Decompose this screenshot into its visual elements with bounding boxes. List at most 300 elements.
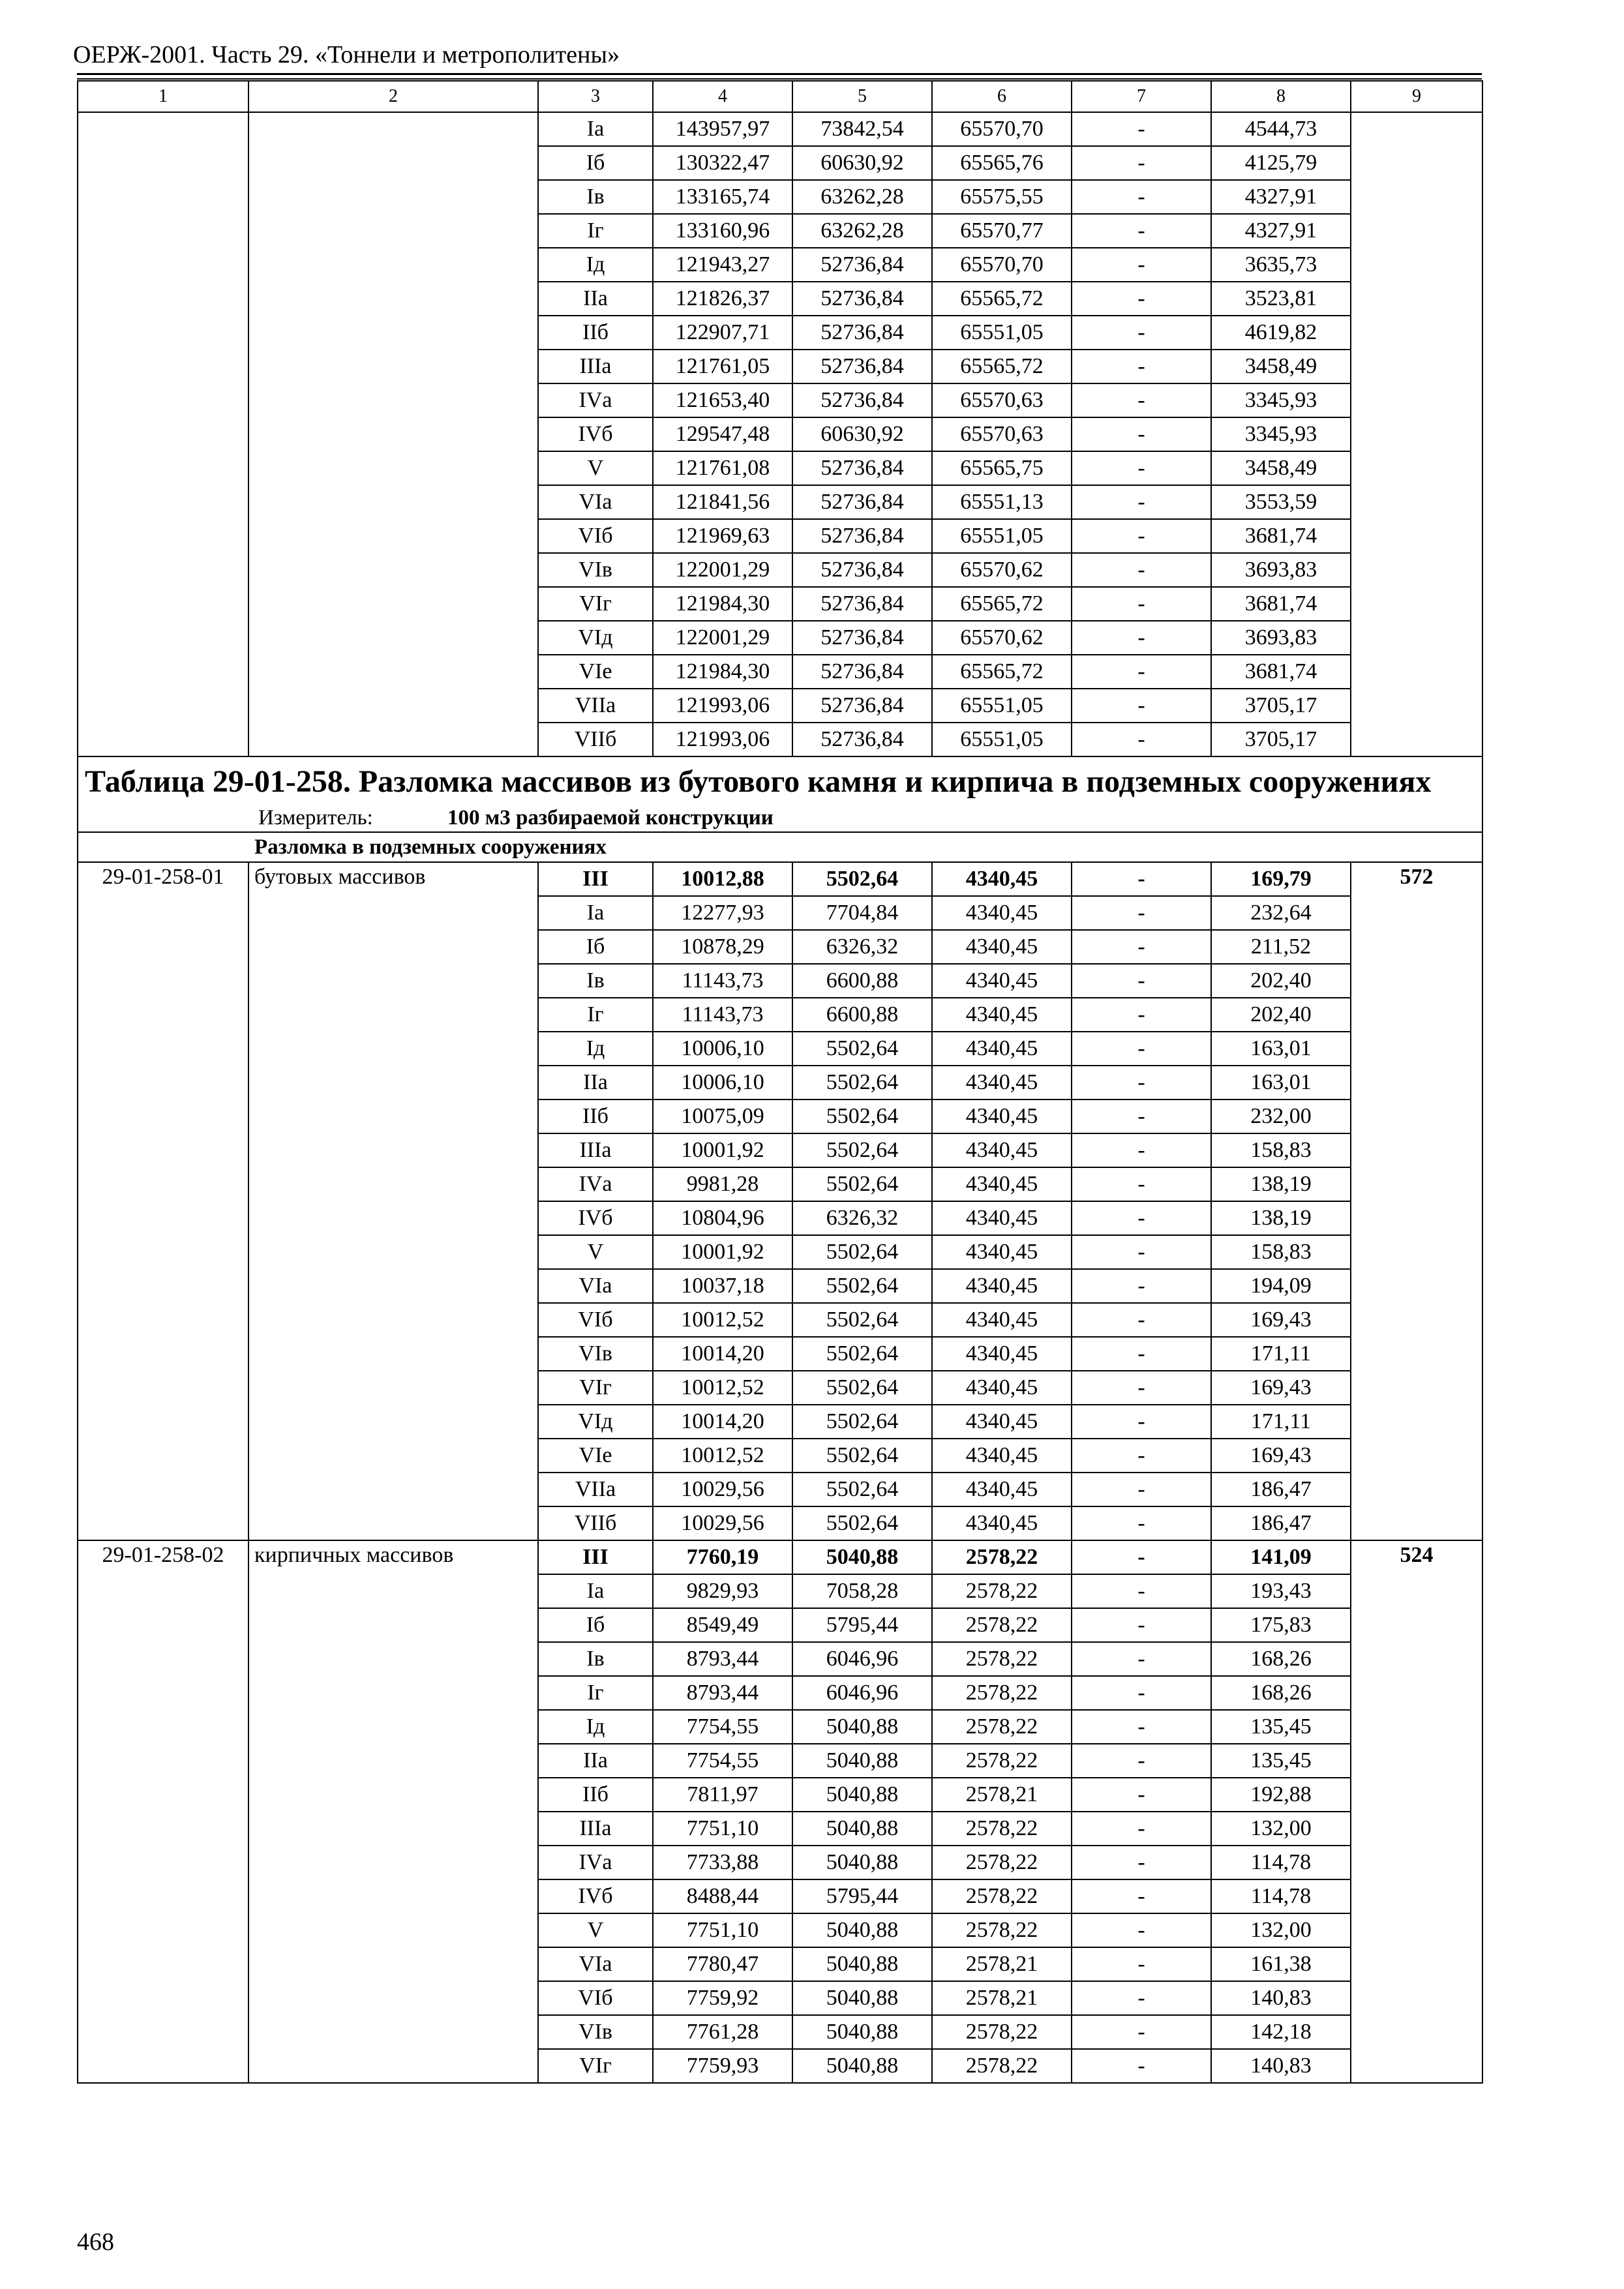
name-cell <box>248 214 538 248</box>
value-cell: 121826,37 <box>653 282 792 316</box>
value-cell: 4340,45 <box>932 896 1072 930</box>
name-cell <box>248 723 538 756</box>
value-cell: 186,47 <box>1211 1506 1351 1540</box>
value-cell: 121969,63 <box>653 519 792 553</box>
value-cell: 10006,10 <box>653 1066 792 1100</box>
value-cell: 4340,45 <box>932 1066 1072 1100</box>
value-cell: VIг <box>538 2049 653 2083</box>
value-cell: IVб <box>538 1879 653 1913</box>
value-cell: 163,01 <box>1211 1032 1351 1066</box>
code-cell <box>78 350 248 383</box>
name-cell <box>248 248 538 282</box>
running-title: ОЕРЖ-2001. Часть 29. «Тоннели и метрополитены» <box>73 41 620 68</box>
value-cell: 4340,45 <box>932 1235 1072 1269</box>
item-code: 29-01-258-02 <box>78 1540 248 2083</box>
value-cell: 202,40 <box>1211 998 1351 1032</box>
value-cell: 202,40 <box>1211 964 1351 998</box>
value-cell: - <box>1072 1032 1211 1066</box>
value-cell: 141,09 <box>1211 1540 1351 1574</box>
value-cell: 135,45 <box>1211 1710 1351 1744</box>
value-cell: 169,79 <box>1211 862 1351 896</box>
value-cell: - <box>1072 485 1211 519</box>
value-cell: 121761,08 <box>653 451 792 485</box>
value-cell: - <box>1072 1879 1211 1913</box>
value-cell: 7754,55 <box>653 1710 792 1744</box>
value-cell: - <box>1072 862 1211 896</box>
section-row <box>78 832 1482 862</box>
table-row <box>78 655 1482 689</box>
code-cell <box>78 146 248 180</box>
code-cell <box>78 451 248 485</box>
value-cell: 7760,19 <box>653 1540 792 1574</box>
value-cell: 5502,64 <box>792 862 932 896</box>
value-cell: - <box>1072 1405 1211 1439</box>
value-cell: - <box>1072 655 1211 689</box>
value-cell: 114,78 <box>1211 1846 1351 1879</box>
value-cell: 121841,56 <box>653 485 792 519</box>
value-cell: - <box>1072 930 1211 964</box>
value-cell: - <box>1072 1473 1211 1506</box>
value-cell: III <box>538 862 653 896</box>
value-cell: 194,09 <box>1211 1269 1351 1303</box>
col9-cell <box>1351 689 1482 723</box>
value-cell: VIIб <box>538 723 653 756</box>
code-cell <box>78 214 248 248</box>
value-cell: 65551,05 <box>932 316 1072 350</box>
value-cell: 5502,64 <box>792 1100 932 1133</box>
value-cell: 5502,64 <box>792 1405 932 1439</box>
value-cell: 10014,20 <box>653 1405 792 1439</box>
value-cell: - <box>1072 964 1211 998</box>
code-cell <box>78 316 248 350</box>
value-cell: IVб <box>538 417 653 451</box>
header-rule <box>77 73 1482 75</box>
value-cell: 2578,22 <box>932 1540 1072 1574</box>
value-cell: - <box>1072 451 1211 485</box>
item-col9: 572 <box>1351 862 1482 1540</box>
code-cell <box>78 689 248 723</box>
value-cell: - <box>1072 896 1211 930</box>
value-cell: 52736,84 <box>792 621 932 655</box>
value-cell: 7811,97 <box>653 1778 792 1812</box>
value-cell: 7754,55 <box>653 1744 792 1778</box>
value-cell: 5502,64 <box>792 1167 932 1201</box>
value-cell: VIв <box>538 553 653 587</box>
table-row <box>78 350 1482 383</box>
name-cell <box>248 282 538 316</box>
value-cell: 10029,56 <box>653 1506 792 1540</box>
value-cell: 133160,96 <box>653 214 792 248</box>
code-cell <box>78 282 248 316</box>
value-cell: VIIб <box>538 1506 653 1540</box>
value-cell: IIа <box>538 1744 653 1778</box>
value-cell: Iд <box>538 1710 653 1744</box>
value-cell: 4340,45 <box>932 1337 1072 1371</box>
value-cell: 4340,45 <box>932 1303 1072 1337</box>
code-cell <box>78 383 248 417</box>
value-cell: 4340,45 <box>932 1506 1072 1540</box>
value-cell: 52736,84 <box>792 519 932 553</box>
value-cell: 121984,30 <box>653 655 792 689</box>
value-cell: 4340,45 <box>932 1133 1072 1167</box>
value-cell: - <box>1072 1846 1211 1879</box>
value-cell: 192,88 <box>1211 1778 1351 1812</box>
name-cell <box>248 180 538 214</box>
column-number: 3 <box>538 81 653 112</box>
table-row <box>78 248 1482 282</box>
table-row <box>78 451 1482 485</box>
table-row <box>78 485 1482 519</box>
table-row <box>78 146 1482 180</box>
value-cell: 2578,21 <box>932 1981 1072 2015</box>
value-cell: Iг <box>538 214 653 248</box>
value-cell: - <box>1072 998 1211 1032</box>
value-cell: 10012,52 <box>653 1303 792 1337</box>
value-cell: 7759,93 <box>653 2049 792 2083</box>
value-cell: 2578,22 <box>932 1846 1072 1879</box>
col9-cell <box>1351 621 1482 655</box>
name-cell <box>248 655 538 689</box>
value-cell: 3705,17 <box>1211 723 1351 756</box>
value-cell: Iг <box>538 1676 653 1710</box>
table-row <box>78 112 1482 146</box>
value-cell: 65570,77 <box>932 214 1072 248</box>
value-cell: 2578,22 <box>932 1913 1072 1947</box>
value-cell: 6326,32 <box>792 1201 932 1235</box>
value-cell: 65570,63 <box>932 383 1072 417</box>
value-cell: 65575,55 <box>932 180 1072 214</box>
value-cell: 65551,05 <box>932 519 1072 553</box>
value-cell: - <box>1072 1676 1211 1710</box>
value-cell: 186,47 <box>1211 1473 1351 1506</box>
value-cell: 65565,76 <box>932 146 1072 180</box>
value-cell: 3458,49 <box>1211 350 1351 383</box>
value-cell: 5040,88 <box>792 1540 932 1574</box>
table-row <box>78 1540 1482 1574</box>
value-cell: 114,78 <box>1211 1879 1351 1913</box>
name-cell <box>248 519 538 553</box>
value-cell: 4340,45 <box>932 1439 1072 1473</box>
value-cell: 2578,22 <box>932 1710 1072 1744</box>
value-cell: 4340,45 <box>932 1167 1072 1201</box>
value-cell: 52736,84 <box>792 451 932 485</box>
value-cell: 5502,64 <box>792 1269 932 1303</box>
value-cell: 3693,83 <box>1211 553 1351 587</box>
name-cell <box>248 553 538 587</box>
value-cell: V <box>538 1913 653 1947</box>
value-cell: Iб <box>538 146 653 180</box>
value-cell: 158,83 <box>1211 1235 1351 1269</box>
value-cell: - <box>1072 248 1211 282</box>
col9-cell <box>1351 553 1482 587</box>
name-cell <box>248 383 538 417</box>
value-cell: 121943,27 <box>653 248 792 282</box>
value-cell: III <box>538 1540 653 1574</box>
value-cell: 5040,88 <box>792 2049 932 2083</box>
value-cell: VIб <box>538 519 653 553</box>
value-cell: 4327,91 <box>1211 214 1351 248</box>
value-cell: - <box>1072 1981 1211 2015</box>
value-cell: IIб <box>538 1100 653 1133</box>
col9-cell <box>1351 451 1482 485</box>
value-cell: 5040,88 <box>792 1846 932 1879</box>
value-cell: 4340,45 <box>932 1405 1072 1439</box>
table-row <box>78 417 1482 451</box>
value-cell: - <box>1072 1744 1211 1778</box>
name-cell <box>248 112 538 146</box>
value-cell: 4340,45 <box>932 1269 1072 1303</box>
value-cell: 4340,45 <box>932 1100 1072 1133</box>
value-cell: - <box>1072 1066 1211 1100</box>
name-cell <box>248 587 538 621</box>
col9-cell <box>1351 350 1482 383</box>
value-cell: 3345,93 <box>1211 417 1351 451</box>
value-cell: 5502,64 <box>792 1506 932 1540</box>
value-cell: 132,00 <box>1211 1913 1351 1947</box>
value-cell: V <box>538 1235 653 1269</box>
column-number: 7 <box>1072 81 1211 112</box>
value-cell: 52736,84 <box>792 655 932 689</box>
value-cell: IVа <box>538 383 653 417</box>
name-cell <box>248 417 538 451</box>
code-cell <box>78 248 248 282</box>
value-cell: 169,43 <box>1211 1303 1351 1337</box>
rates-table <box>77 80 1483 2084</box>
value-cell: 52736,84 <box>792 248 932 282</box>
value-cell: 4340,45 <box>932 862 1072 896</box>
value-cell: 6046,96 <box>792 1642 932 1676</box>
code-cell <box>78 519 248 553</box>
value-cell: - <box>1072 1337 1211 1371</box>
value-cell: 5502,64 <box>792 1439 932 1473</box>
value-cell: 6600,88 <box>792 998 932 1032</box>
value-cell: VIIа <box>538 1473 653 1506</box>
value-cell: 8793,44 <box>653 1676 792 1710</box>
value-cell: 135,45 <box>1211 1744 1351 1778</box>
value-cell: 4340,45 <box>932 1371 1072 1405</box>
value-cell: 10037,18 <box>653 1269 792 1303</box>
value-cell: 5502,64 <box>792 1303 932 1337</box>
value-cell: 65565,72 <box>932 350 1072 383</box>
value-cell: 2578,21 <box>932 1947 1072 1981</box>
value-cell: - <box>1072 1303 1211 1337</box>
value-cell: 10075,09 <box>653 1100 792 1133</box>
value-cell: 9981,28 <box>653 1167 792 1201</box>
value-cell: Iг <box>538 998 653 1032</box>
value-cell: - <box>1072 553 1211 587</box>
measure-cell <box>78 804 1482 832</box>
value-cell: 7761,28 <box>653 2015 792 2049</box>
value-cell: 2578,22 <box>932 1744 1072 1778</box>
value-cell: - <box>1072 1642 1211 1676</box>
column-number: 2 <box>248 81 538 112</box>
item-name: бутовых массивов <box>248 862 538 1540</box>
value-cell: 52736,84 <box>792 350 932 383</box>
value-cell: 3345,93 <box>1211 383 1351 417</box>
value-cell: 130322,47 <box>653 146 792 180</box>
code-cell <box>78 553 248 587</box>
header-rule-thin <box>77 78 1482 80</box>
value-cell: 3635,73 <box>1211 248 1351 282</box>
value-cell: 5040,88 <box>792 1947 932 1981</box>
value-cell: VIб <box>538 1303 653 1337</box>
value-cell: 10804,96 <box>653 1201 792 1235</box>
value-cell: Iв <box>538 180 653 214</box>
value-cell: IIIа <box>538 1133 653 1167</box>
col9-cell <box>1351 112 1482 146</box>
value-cell: - <box>1072 1608 1211 1642</box>
value-cell: 6326,32 <box>792 930 932 964</box>
col9-cell <box>1351 655 1482 689</box>
value-cell: 5795,44 <box>792 1608 932 1642</box>
value-cell: 2578,22 <box>932 1812 1072 1846</box>
value-cell: 10012,88 <box>653 862 792 896</box>
value-cell: 5040,88 <box>792 1710 932 1744</box>
value-cell: 169,43 <box>1211 1439 1351 1473</box>
value-cell: 52736,84 <box>792 383 932 417</box>
value-cell: 65565,72 <box>932 655 1072 689</box>
value-cell: IVа <box>538 1846 653 1879</box>
value-cell: 5502,64 <box>792 1133 932 1167</box>
col9-cell <box>1351 214 1482 248</box>
value-cell: 65570,62 <box>932 553 1072 587</box>
value-cell: 4544,73 <box>1211 112 1351 146</box>
value-cell: 142,18 <box>1211 2015 1351 2049</box>
value-cell: 65570,62 <box>932 621 1072 655</box>
value-cell: 7780,47 <box>653 1947 792 1981</box>
value-cell: 11143,73 <box>653 998 792 1032</box>
value-cell: 122907,71 <box>653 316 792 350</box>
value-cell: - <box>1072 2049 1211 2083</box>
value-cell: 121761,05 <box>653 350 792 383</box>
value-cell: 65570,70 <box>932 248 1072 282</box>
item-code: 29-01-258-01 <box>78 862 248 1540</box>
value-cell: - <box>1072 1506 1211 1540</box>
column-number: 5 <box>792 81 932 112</box>
value-cell: Iа <box>538 896 653 930</box>
value-cell: 2578,22 <box>932 2015 1072 2049</box>
col9-cell <box>1351 723 1482 756</box>
table-title: Таблица 29-01-258. Разломка массивов из бутового камня и кирпича в подземных сооружениях <box>78 756 1482 804</box>
value-cell: 158,83 <box>1211 1133 1351 1167</box>
value-cell: 4125,79 <box>1211 146 1351 180</box>
value-cell: Iв <box>538 1642 653 1676</box>
code-cell <box>78 112 248 146</box>
value-cell: 10001,92 <box>653 1235 792 1269</box>
value-cell: 169,43 <box>1211 1371 1351 1405</box>
value-cell: 3705,17 <box>1211 689 1351 723</box>
value-cell: 121653,40 <box>653 383 792 417</box>
value-cell: 5502,64 <box>792 1032 932 1066</box>
name-cell <box>248 451 538 485</box>
value-cell: 5502,64 <box>792 1371 932 1405</box>
value-cell: 121993,06 <box>653 723 792 756</box>
col9-cell <box>1351 316 1482 350</box>
value-cell: IIIа <box>538 1812 653 1846</box>
value-cell: 10006,10 <box>653 1032 792 1066</box>
value-cell: 10012,52 <box>653 1371 792 1405</box>
value-cell: 5040,88 <box>792 1744 932 1778</box>
value-cell: 2578,22 <box>932 1608 1072 1642</box>
measure-value: 100 м3 разбираемой конструкции <box>447 806 774 830</box>
table-row <box>78 862 1482 896</box>
value-cell: 4340,45 <box>932 1473 1072 1506</box>
value-cell: 65565,75 <box>932 451 1072 485</box>
value-cell: 193,43 <box>1211 1574 1351 1608</box>
value-cell: 65565,72 <box>932 282 1072 316</box>
value-cell: 8793,44 <box>653 1642 792 1676</box>
value-cell: Iа <box>538 1574 653 1608</box>
value-cell: 10001,92 <box>653 1133 792 1167</box>
value-cell: 3681,74 <box>1211 519 1351 553</box>
value-cell: - <box>1072 1913 1211 1947</box>
value-cell: 129547,48 <box>653 417 792 451</box>
code-cell <box>78 723 248 756</box>
value-cell: 5040,88 <box>792 1778 932 1812</box>
value-cell: - <box>1072 1439 1211 1473</box>
value-cell: IVа <box>538 1167 653 1201</box>
value-cell: 132,00 <box>1211 1812 1351 1846</box>
value-cell: 133165,74 <box>653 180 792 214</box>
code-cell <box>78 587 248 621</box>
table-row <box>78 621 1482 655</box>
value-cell: 65551,05 <box>932 723 1072 756</box>
value-cell: 4340,45 <box>932 998 1072 1032</box>
value-cell: - <box>1072 1710 1211 1744</box>
value-cell: 140,83 <box>1211 1981 1351 2015</box>
name-cell <box>248 146 538 180</box>
value-cell: 168,26 <box>1211 1676 1351 1710</box>
value-cell: 143957,97 <box>653 112 792 146</box>
code-cell <box>78 417 248 451</box>
value-cell: 161,38 <box>1211 1947 1351 1981</box>
value-cell: 5040,88 <box>792 1913 932 1947</box>
table-row <box>78 519 1482 553</box>
value-cell: 65570,70 <box>932 112 1072 146</box>
value-cell: 65551,05 <box>932 689 1072 723</box>
value-cell: - <box>1072 1235 1211 1269</box>
value-cell: 232,64 <box>1211 896 1351 930</box>
value-cell: - <box>1072 1574 1211 1608</box>
value-cell: 2578,22 <box>932 1642 1072 1676</box>
value-cell: 52736,84 <box>792 689 932 723</box>
value-cell: 6600,88 <box>792 964 932 998</box>
value-cell: 138,19 <box>1211 1201 1351 1235</box>
column-number: 8 <box>1211 81 1351 112</box>
value-cell: 52736,84 <box>792 723 932 756</box>
value-cell: 8488,44 <box>653 1879 792 1913</box>
value-cell: 4340,45 <box>932 1201 1072 1235</box>
value-cell: 3681,74 <box>1211 587 1351 621</box>
code-cell <box>78 621 248 655</box>
value-cell: 171,11 <box>1211 1405 1351 1439</box>
value-cell: 121984,30 <box>653 587 792 621</box>
value-cell: 7751,10 <box>653 1812 792 1846</box>
value-cell: 5502,64 <box>792 1235 932 1269</box>
value-cell: IIа <box>538 282 653 316</box>
column-number: 9 <box>1351 81 1482 112</box>
value-cell: 3553,59 <box>1211 485 1351 519</box>
value-cell: IVб <box>538 1201 653 1235</box>
table-row <box>78 180 1482 214</box>
table-row <box>78 214 1482 248</box>
value-cell: - <box>1072 383 1211 417</box>
value-cell: - <box>1072 350 1211 383</box>
value-cell: 168,26 <box>1211 1642 1351 1676</box>
value-cell: IIб <box>538 316 653 350</box>
value-cell: 4340,45 <box>932 964 1072 998</box>
item-name: кирпичных массивов <box>248 1540 538 2083</box>
